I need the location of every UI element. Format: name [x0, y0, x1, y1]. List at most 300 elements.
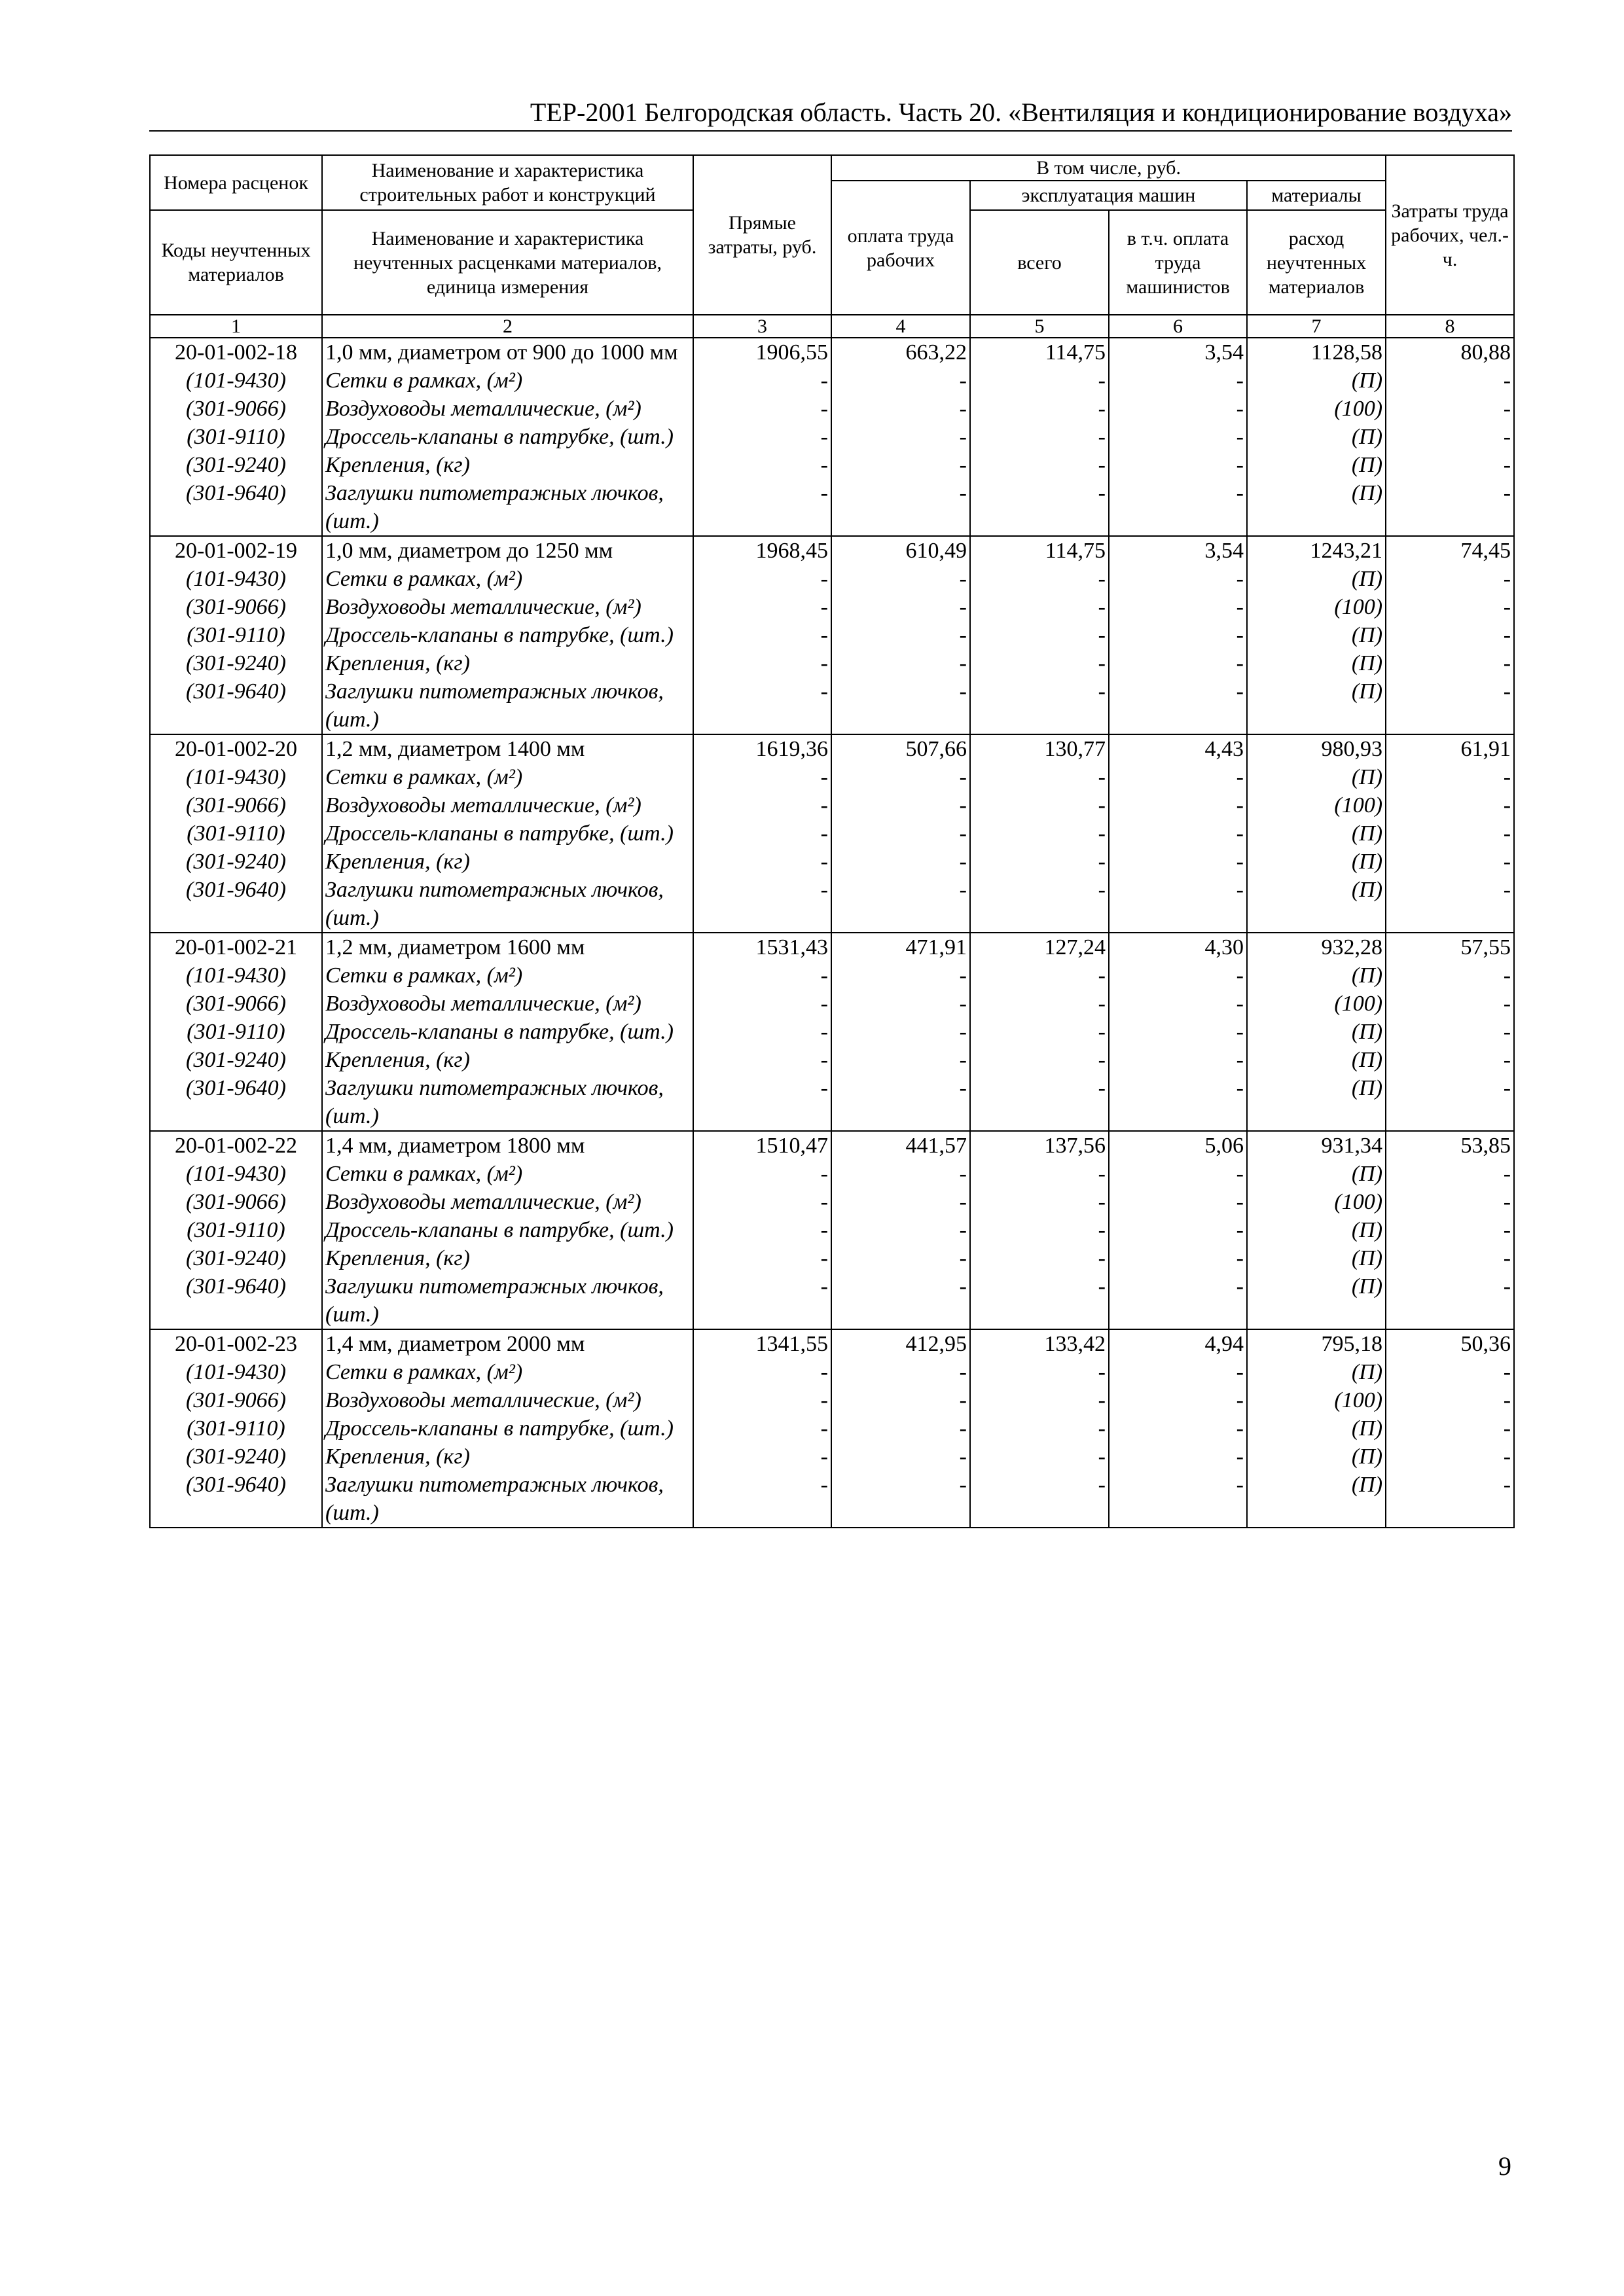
labor-pay: 441,57: [831, 1131, 970, 1160]
machines-total: -: [970, 1386, 1109, 1414]
material-row: [150, 621, 1514, 649]
direct-costs: -: [693, 763, 831, 791]
header-rule: [149, 130, 1512, 132]
material-code: (301-9640): [150, 876, 322, 933]
col-number-7: 7: [1247, 315, 1386, 338]
machines-total: 133,42: [970, 1329, 1109, 1358]
material-row: [150, 367, 1514, 395]
labor-hours: -: [1386, 565, 1514, 593]
material-row: [150, 1046, 1514, 1074]
machines-total: -: [970, 1414, 1109, 1443]
labor-hours: -: [1386, 1188, 1514, 1216]
work-description: 1,2 мм, диаметром 1600 мм: [322, 933, 693, 961]
material-code: (301-9110): [150, 423, 322, 451]
materials-value: 1128,58: [1247, 338, 1386, 367]
material-name: Сетки в рамках, (м²): [322, 763, 693, 791]
direct-costs: -: [693, 1216, 831, 1244]
material-row: [150, 1272, 1514, 1329]
materials-value: 1243,21: [1247, 536, 1386, 565]
machines-total: 114,75: [970, 536, 1109, 565]
col3-heading: Прямые затраты, руб.: [693, 155, 831, 315]
col5-heading: всего: [970, 210, 1109, 315]
materials-value: (100): [1247, 395, 1386, 423]
labor-pay: -: [831, 763, 970, 791]
labor-hours: -: [1386, 819, 1514, 848]
machines-total: -: [970, 961, 1109, 990]
machinists-pay: 5,06: [1109, 1131, 1247, 1160]
materials-value: (П): [1247, 1160, 1386, 1188]
materials-value: (100): [1247, 1188, 1386, 1216]
labor-pay: -: [831, 451, 970, 479]
material-name: Дроссель-клапаны в патрубке, (шт.): [322, 621, 693, 649]
labor-hours: -: [1386, 990, 1514, 1018]
machines-total: -: [970, 593, 1109, 621]
machines-total: -: [970, 876, 1109, 933]
labor-pay: -: [831, 990, 970, 1018]
materials-value: 932,28: [1247, 933, 1386, 961]
material-row: [150, 593, 1514, 621]
machines-total: -: [970, 1018, 1109, 1046]
labor-pay: -: [831, 677, 970, 734]
material-code: (301-9110): [150, 1414, 322, 1443]
page-number: 9: [1498, 2151, 1511, 2181]
labor-pay: 663,22: [831, 338, 970, 367]
materials-value: (П): [1247, 1414, 1386, 1443]
labor-pay: -: [831, 1046, 970, 1074]
labor-pay: -: [831, 961, 970, 990]
direct-costs: -: [693, 649, 831, 677]
labor-pay: -: [831, 593, 970, 621]
machinists-pay: 4,30: [1109, 933, 1247, 961]
machinists-pay: -: [1109, 1188, 1247, 1216]
machinists-pay: -: [1109, 1046, 1247, 1074]
direct-costs: -: [693, 1414, 831, 1443]
labor-pay: 471,91: [831, 933, 970, 961]
rate-code: 20-01-002-23: [150, 1329, 322, 1358]
material-name: Воздуховоды металлические, (м²): [322, 395, 693, 423]
labor-hours: 74,45: [1386, 536, 1514, 565]
machines-group-heading: эксплуатация машин: [970, 181, 1247, 210]
labor-hours: -: [1386, 1074, 1514, 1131]
material-name: Воздуховоды металлические, (м²): [322, 990, 693, 1018]
col-number-8: 8: [1386, 315, 1514, 338]
material-row: [150, 848, 1514, 876]
machinists-pay: 3,54: [1109, 536, 1247, 565]
labor-hours: -: [1386, 1272, 1514, 1329]
materials-value: (П): [1247, 1018, 1386, 1046]
machinists-pay: -: [1109, 1074, 1247, 1131]
labor-pay: -: [831, 819, 970, 848]
material-row: [150, 1244, 1514, 1272]
material-row: [150, 763, 1514, 791]
material-code: (301-9066): [150, 1386, 322, 1414]
materials-value: (100): [1247, 593, 1386, 621]
material-row: [150, 1414, 1514, 1443]
labor-hours: -: [1386, 1471, 1514, 1528]
col-number-6: 6: [1109, 315, 1247, 338]
col6-heading: в т.ч. оплата труда машинистов: [1109, 210, 1247, 315]
material-name: Заглушки питометражных лючков, (шт.): [322, 1074, 693, 1131]
material-name: Дроссель-клапаны в патрубке, (шт.): [322, 819, 693, 848]
machinists-pay: 4,43: [1109, 734, 1247, 763]
machines-total: -: [970, 1358, 1109, 1386]
material-row: [150, 1386, 1514, 1414]
labor-hours: -: [1386, 395, 1514, 423]
materials-value: (100): [1247, 1386, 1386, 1414]
material-code: (301-9240): [150, 1244, 322, 1272]
direct-costs: -: [693, 367, 831, 395]
material-name: Сетки в рамках, (м²): [322, 961, 693, 990]
machines-total: -: [970, 649, 1109, 677]
material-name: Сетки в рамках, (м²): [322, 1160, 693, 1188]
labor-hours: -: [1386, 791, 1514, 819]
machinists-pay: -: [1109, 479, 1247, 536]
direct-costs: -: [693, 990, 831, 1018]
rates-table: [149, 154, 1515, 1528]
materials-value: (П): [1247, 423, 1386, 451]
col-number-1: 1: [150, 315, 322, 338]
direct-costs: -: [693, 479, 831, 536]
material-row: [150, 1074, 1514, 1131]
direct-costs: 1531,43: [693, 933, 831, 961]
machines-total: 127,24: [970, 933, 1109, 961]
material-code: (101-9430): [150, 961, 322, 990]
col1-bottom-heading: Коды неучтенных материалов: [150, 210, 322, 315]
labor-pay: -: [831, 395, 970, 423]
labor-hours: -: [1386, 1216, 1514, 1244]
machinists-pay: -: [1109, 961, 1247, 990]
labor-pay: -: [831, 649, 970, 677]
work-description: 1,0 мм, диаметром от 900 до 1000 мм: [322, 338, 693, 367]
machines-total: -: [970, 1443, 1109, 1471]
materials-value: (П): [1247, 1471, 1386, 1528]
machines-total: -: [970, 763, 1109, 791]
work-description: 1,4 мм, диаметром 1800 мм: [322, 1131, 693, 1160]
labor-pay: -: [831, 1244, 970, 1272]
machinists-pay: -: [1109, 1471, 1247, 1528]
materials-value: 795,18: [1247, 1329, 1386, 1358]
labor-pay: -: [831, 1414, 970, 1443]
rate-row: [150, 338, 1514, 367]
material-row: [150, 479, 1514, 536]
material-code: (301-9110): [150, 819, 322, 848]
material-row: [150, 876, 1514, 933]
material-name: Воздуховоды металлические, (м²): [322, 791, 693, 819]
materials-value: (П): [1247, 1443, 1386, 1471]
machinists-pay: -: [1109, 451, 1247, 479]
material-row: [150, 1018, 1514, 1046]
work-description: 1,2 мм, диаметром 1400 мм: [322, 734, 693, 763]
direct-costs: -: [693, 451, 831, 479]
material-row: [150, 791, 1514, 819]
machinists-pay: -: [1109, 367, 1247, 395]
machines-total: -: [970, 565, 1109, 593]
material-code: (301-9066): [150, 990, 322, 1018]
direct-costs: -: [693, 791, 831, 819]
direct-costs: -: [693, 961, 831, 990]
materials-value: (П): [1247, 961, 1386, 990]
material-row: [150, 423, 1514, 451]
material-row: [150, 961, 1514, 990]
labor-hours: 61,91: [1386, 734, 1514, 763]
labor-pay: -: [831, 1160, 970, 1188]
material-row: [150, 649, 1514, 677]
machinists-pay: -: [1109, 593, 1247, 621]
labor-hours: -: [1386, 961, 1514, 990]
material-name: Дроссель-клапаны в патрубке, (шт.): [322, 1216, 693, 1244]
materials-value: (П): [1247, 649, 1386, 677]
machines-total: -: [970, 848, 1109, 876]
direct-costs: 1341,55: [693, 1329, 831, 1358]
machines-total: -: [970, 451, 1109, 479]
labor-pay: -: [831, 1386, 970, 1414]
materials-value: (П): [1247, 1216, 1386, 1244]
direct-costs: -: [693, 848, 831, 876]
machines-total: 114,75: [970, 338, 1109, 367]
labor-pay: 507,66: [831, 734, 970, 763]
material-code: (101-9430): [150, 763, 322, 791]
col2-top-heading: Наименование и характеристика строительных работ и конструкций: [322, 155, 693, 210]
direct-costs: -: [693, 1188, 831, 1216]
material-code: (301-9066): [150, 791, 322, 819]
material-code: (301-9640): [150, 1074, 322, 1131]
materials-value: (П): [1247, 1272, 1386, 1329]
material-name: Сетки в рамках, (м²): [322, 1358, 693, 1386]
materials-value: (П): [1247, 763, 1386, 791]
labor-pay: 610,49: [831, 536, 970, 565]
material-code: (301-9066): [150, 593, 322, 621]
machines-total: -: [970, 819, 1109, 848]
material-name: Заглушки питометражных лючков, (шт.): [322, 1471, 693, 1528]
machinists-pay: -: [1109, 649, 1247, 677]
labor-pay: -: [831, 1188, 970, 1216]
machinists-pay: -: [1109, 1443, 1247, 1471]
machinists-pay: -: [1109, 876, 1247, 933]
col8-heading: Затраты труда рабочих, чел.-ч.: [1386, 155, 1514, 315]
machines-total: -: [970, 1188, 1109, 1216]
machinists-pay: -: [1109, 621, 1247, 649]
labor-pay: -: [831, 1443, 970, 1471]
labor-hours: -: [1386, 1018, 1514, 1046]
material-code: (301-9240): [150, 649, 322, 677]
material-name: Заглушки питометражных лючков, (шт.): [322, 876, 693, 933]
material-row: [150, 990, 1514, 1018]
materials-value: (П): [1247, 479, 1386, 536]
rate-row: [150, 933, 1514, 961]
col2-bottom-heading: Наименование и характеристика неучтенных расценками материалов, единица измерения: [322, 210, 693, 315]
material-name: Крепления, (кг): [322, 649, 693, 677]
machinists-pay: -: [1109, 763, 1247, 791]
labor-hours: -: [1386, 1414, 1514, 1443]
col4-heading: оплата труда рабочих: [831, 181, 970, 315]
machines-total: -: [970, 1216, 1109, 1244]
rate-code: 20-01-002-19: [150, 536, 322, 565]
labor-hours: 57,55: [1386, 933, 1514, 961]
labor-hours: 80,88: [1386, 338, 1514, 367]
machinists-pay: -: [1109, 1244, 1247, 1272]
materials-value: (П): [1247, 565, 1386, 593]
machinists-pay: -: [1109, 1386, 1247, 1414]
direct-costs: -: [693, 1074, 831, 1131]
table-header: [150, 155, 1514, 338]
direct-costs: -: [693, 1244, 831, 1272]
material-name: Дроссель-клапаны в патрубке, (шт.): [322, 1018, 693, 1046]
labor-pay: -: [831, 1216, 970, 1244]
machinists-pay: -: [1109, 1018, 1247, 1046]
direct-costs: -: [693, 677, 831, 734]
labor-pay: -: [831, 1074, 970, 1131]
machines-total: -: [970, 367, 1109, 395]
materials-value: (П): [1247, 876, 1386, 933]
direct-costs: -: [693, 1443, 831, 1471]
material-row: [150, 1188, 1514, 1216]
direct-costs: -: [693, 565, 831, 593]
material-code: (101-9430): [150, 1358, 322, 1386]
material-code: (101-9430): [150, 367, 322, 395]
material-name: Заглушки питометражных лючков, (шт.): [322, 677, 693, 734]
labor-hours: -: [1386, 451, 1514, 479]
material-code: (301-9066): [150, 395, 322, 423]
machines-total: 137,56: [970, 1131, 1109, 1160]
material-name: Дроссель-клапаны в патрубке, (шт.): [322, 1414, 693, 1443]
materials-value: (П): [1247, 621, 1386, 649]
labor-hours: -: [1386, 621, 1514, 649]
machinists-pay: -: [1109, 819, 1247, 848]
machinists-pay: -: [1109, 565, 1247, 593]
labor-pay: -: [831, 1358, 970, 1386]
machines-total: -: [970, 395, 1109, 423]
labor-pay: -: [831, 1272, 970, 1329]
machinists-pay: 3,54: [1109, 338, 1247, 367]
material-row: [150, 1216, 1514, 1244]
labor-hours: -: [1386, 1046, 1514, 1074]
direct-costs: -: [693, 423, 831, 451]
running-header: ТЕР-2001 Белгородская область. Часть 20. «Вентиляция и кондиционирование воздуха»: [530, 98, 1512, 127]
material-row: [150, 395, 1514, 423]
labor-pay: -: [831, 791, 970, 819]
labor-hours: -: [1386, 593, 1514, 621]
direct-costs: -: [693, 819, 831, 848]
table-body: [150, 338, 1514, 1528]
material-code: (301-9240): [150, 1046, 322, 1074]
direct-costs: 1968,45: [693, 536, 831, 565]
material-name: Крепления, (кг): [322, 1244, 693, 1272]
machinists-pay: -: [1109, 423, 1247, 451]
direct-costs: -: [693, 593, 831, 621]
labor-hours: -: [1386, 677, 1514, 734]
rate-code: 20-01-002-21: [150, 933, 322, 961]
labor-pay: -: [831, 1018, 970, 1046]
labor-hours: -: [1386, 1386, 1514, 1414]
materials-value: (П): [1247, 677, 1386, 734]
material-name: Воздуховоды металлические, (м²): [322, 1188, 693, 1216]
materials-value: (П): [1247, 848, 1386, 876]
material-name: Сетки в рамках, (м²): [322, 565, 693, 593]
material-code: (301-9110): [150, 621, 322, 649]
material-code: (101-9430): [150, 1160, 322, 1188]
labor-hours: -: [1386, 1244, 1514, 1272]
material-code: (301-9240): [150, 451, 322, 479]
material-code: (301-9640): [150, 1471, 322, 1528]
material-code: (301-9240): [150, 1443, 322, 1471]
direct-costs: -: [693, 1471, 831, 1528]
machines-total: -: [970, 791, 1109, 819]
col7-heading: расход неучтенных материалов: [1247, 210, 1386, 315]
machines-total: -: [970, 1471, 1109, 1528]
col1-top-heading: Номера расценок: [150, 155, 322, 210]
machinists-pay: -: [1109, 395, 1247, 423]
material-code: (101-9430): [150, 565, 322, 593]
labor-hours: -: [1386, 1443, 1514, 1471]
rate-row: [150, 1329, 1514, 1358]
labor-hours: -: [1386, 848, 1514, 876]
labor-hours: 50,36: [1386, 1329, 1514, 1358]
machines-total: -: [970, 1074, 1109, 1131]
labor-pay: -: [831, 479, 970, 536]
machinists-pay: -: [1109, 1272, 1247, 1329]
material-name: Сетки в рамках, (м²): [322, 367, 693, 395]
rate-code: 20-01-002-20: [150, 734, 322, 763]
work-description: 1,0 мм, диаметром до 1250 мм: [322, 536, 693, 565]
material-name: Воздуховоды металлические, (м²): [322, 593, 693, 621]
direct-costs: -: [693, 621, 831, 649]
labor-pay: -: [831, 876, 970, 933]
col-number-5: 5: [970, 315, 1109, 338]
material-row: [150, 819, 1514, 848]
labor-pay: -: [831, 367, 970, 395]
material-code: (301-9110): [150, 1216, 322, 1244]
material-row: [150, 677, 1514, 734]
material-name: Дроссель-клапаны в патрубке, (шт.): [322, 423, 693, 451]
labor-hours: -: [1386, 1358, 1514, 1386]
material-row: [150, 565, 1514, 593]
machinists-pay: -: [1109, 1216, 1247, 1244]
machines-total: -: [970, 990, 1109, 1018]
materials-value: (П): [1247, 1358, 1386, 1386]
material-name: Заглушки питометражных лючков, (шт.): [322, 479, 693, 536]
machines-total: -: [970, 1272, 1109, 1329]
materials-value: (П): [1247, 367, 1386, 395]
labor-pay: -: [831, 423, 970, 451]
material-code: (301-9066): [150, 1188, 322, 1216]
machines-total: -: [970, 1244, 1109, 1272]
machinists-pay: -: [1109, 1414, 1247, 1443]
materials-group-heading: материалы: [1247, 181, 1386, 210]
materials-value: 931,34: [1247, 1131, 1386, 1160]
material-name: Крепления, (кг): [322, 848, 693, 876]
direct-costs: -: [693, 1018, 831, 1046]
material-row: [150, 451, 1514, 479]
machinists-pay: -: [1109, 848, 1247, 876]
direct-costs: -: [693, 395, 831, 423]
labor-hours: -: [1386, 876, 1514, 933]
material-code: (301-9640): [150, 677, 322, 734]
materials-value: (П): [1247, 819, 1386, 848]
machines-total: -: [970, 479, 1109, 536]
material-name: Крепления, (кг): [322, 1046, 693, 1074]
machinists-pay: 4,94: [1109, 1329, 1247, 1358]
materials-value: 980,93: [1247, 734, 1386, 763]
material-name: Воздуховоды металлические, (м²): [322, 1386, 693, 1414]
machinists-pay: -: [1109, 1358, 1247, 1386]
material-code: (301-9640): [150, 1272, 322, 1329]
including-group-heading: В том числе, руб.: [831, 155, 1386, 181]
labor-hours: -: [1386, 423, 1514, 451]
material-code: (301-9110): [150, 1018, 322, 1046]
machines-total: -: [970, 621, 1109, 649]
labor-pay: -: [831, 1471, 970, 1528]
direct-costs: -: [693, 1358, 831, 1386]
